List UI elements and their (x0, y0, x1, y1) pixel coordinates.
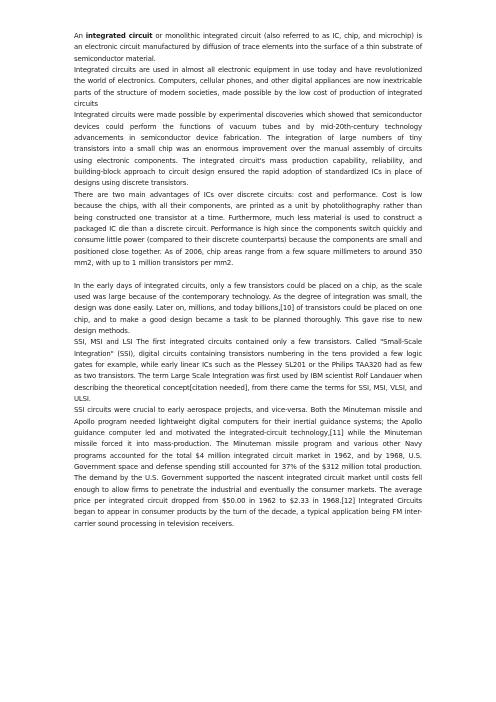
paragraph: In the early days of integrated circuits, only a few transistors could be placed on a chip, as the scale used was large because of the contemporary technology. As the degree of integration was small, the design was done easily. Later on, millions, and today billions,[10] of transistors could be placed on one chip, and to make a good design became a task to be planned thoroughly. This gave rise to new design methods. (74, 281, 422, 335)
document-body (74, 31, 422, 530)
intro-term: integrated circuit (85, 32, 153, 40)
paragraph-gap (74, 269, 422, 280)
paragraph-intro (74, 31, 422, 65)
paragraph: Integrated circuits are used in almost all electronic equipment in use today and have revolutionized the world of electronics. Computers, cellular phones, and other digital appliances are now inextricable parts of the structure of modern societies, made possible by the low cost of production of integrated circuits (74, 66, 422, 109)
intro-lead: An (74, 32, 86, 40)
intro-rest: or monolithic integrated circuit (also referred to as IC, chip, and microchip) is an electronic circuit manufactured by diffusion of trace elements into the surface of a thin substrate of semiconductor material. (74, 32, 422, 63)
paragraph: SSI, MSI and LSI The first integrated circuits contained only a few transistors. Called "Small-Scale Integration" (SSI), digital circuits containing transistors numbering in the tens provided a few logic gates for example, while early linear ICs such as the Plessey SL201 or the Philips TAA320 had as few as two transistors. The term Large Scale Integration was first used by IBM scientist Rolf Landauer when describing the theoretical concept[citation needed], from there came the terms for SSI, MSI, VLSI, and ULSI. (74, 338, 422, 403)
paragraph: There are two main advantages of ICs over discrete circuits: cost and performance. Cost is low because the chips, with all their components, are printed as a unit by photolithography rather than being constructed one transistor at a time. Furthermore, much less material is used to construct a packaged IC die than a discrete circuit. Performance is high since the components switch quickly and consume little power (compared to their discrete counterparts) because the components are small and positioned close together. As of 2006, chip areas range from a few square millimeters to around 350 mm2, with up to 1 million transistors per mm2. (74, 190, 422, 267)
paragraph: SSI circuits were crucial to early aerospace projects, and vice-versa. Both the Minuteman missile and Apollo program needed lightweight digital computers for their inertial guidance systems; the Apollo guidance computer led and motivated the integrated-circuit technology,[11] while the Minuteman missile forced it into mass-production. The Minuteman missile program and various other Navy programs accounted for the total $4 million integrated circuit market in 1962, and by 1968, U.S. Government space and defense spending still accounted for 37% of the $312 million total production. The demand by the U.S. Government supported the nascent integrated circuit market until costs fell enough to allow firms to penetrate the industrial and eventually the consumer markets. The average price per integrated circuit dropped from $50.00 in 1962 to $2.33 in 1968.[12] Integrated Circuits began to appear in consumer products by the turn of the decade, a typical application being FM inter-carrier sound processing in television receivers. (74, 406, 422, 528)
paragraph: Integrated circuits were made possible by experimental discoveries which showed that semiconductor devices could perform the functions of vacuum tubes and by mid-20th-century technology advancements in semiconductor device fabrication. The integration of large numbers of tiny transistors into a small chip was an enormous improvement over the manual assembly of circuits using electronic components. The integrated circuit's mass production capability, reliability, and building-block approach to circuit design ensured the rapid adoption of standardized ICs in place of designs using discrete transistors. (74, 111, 422, 188)
